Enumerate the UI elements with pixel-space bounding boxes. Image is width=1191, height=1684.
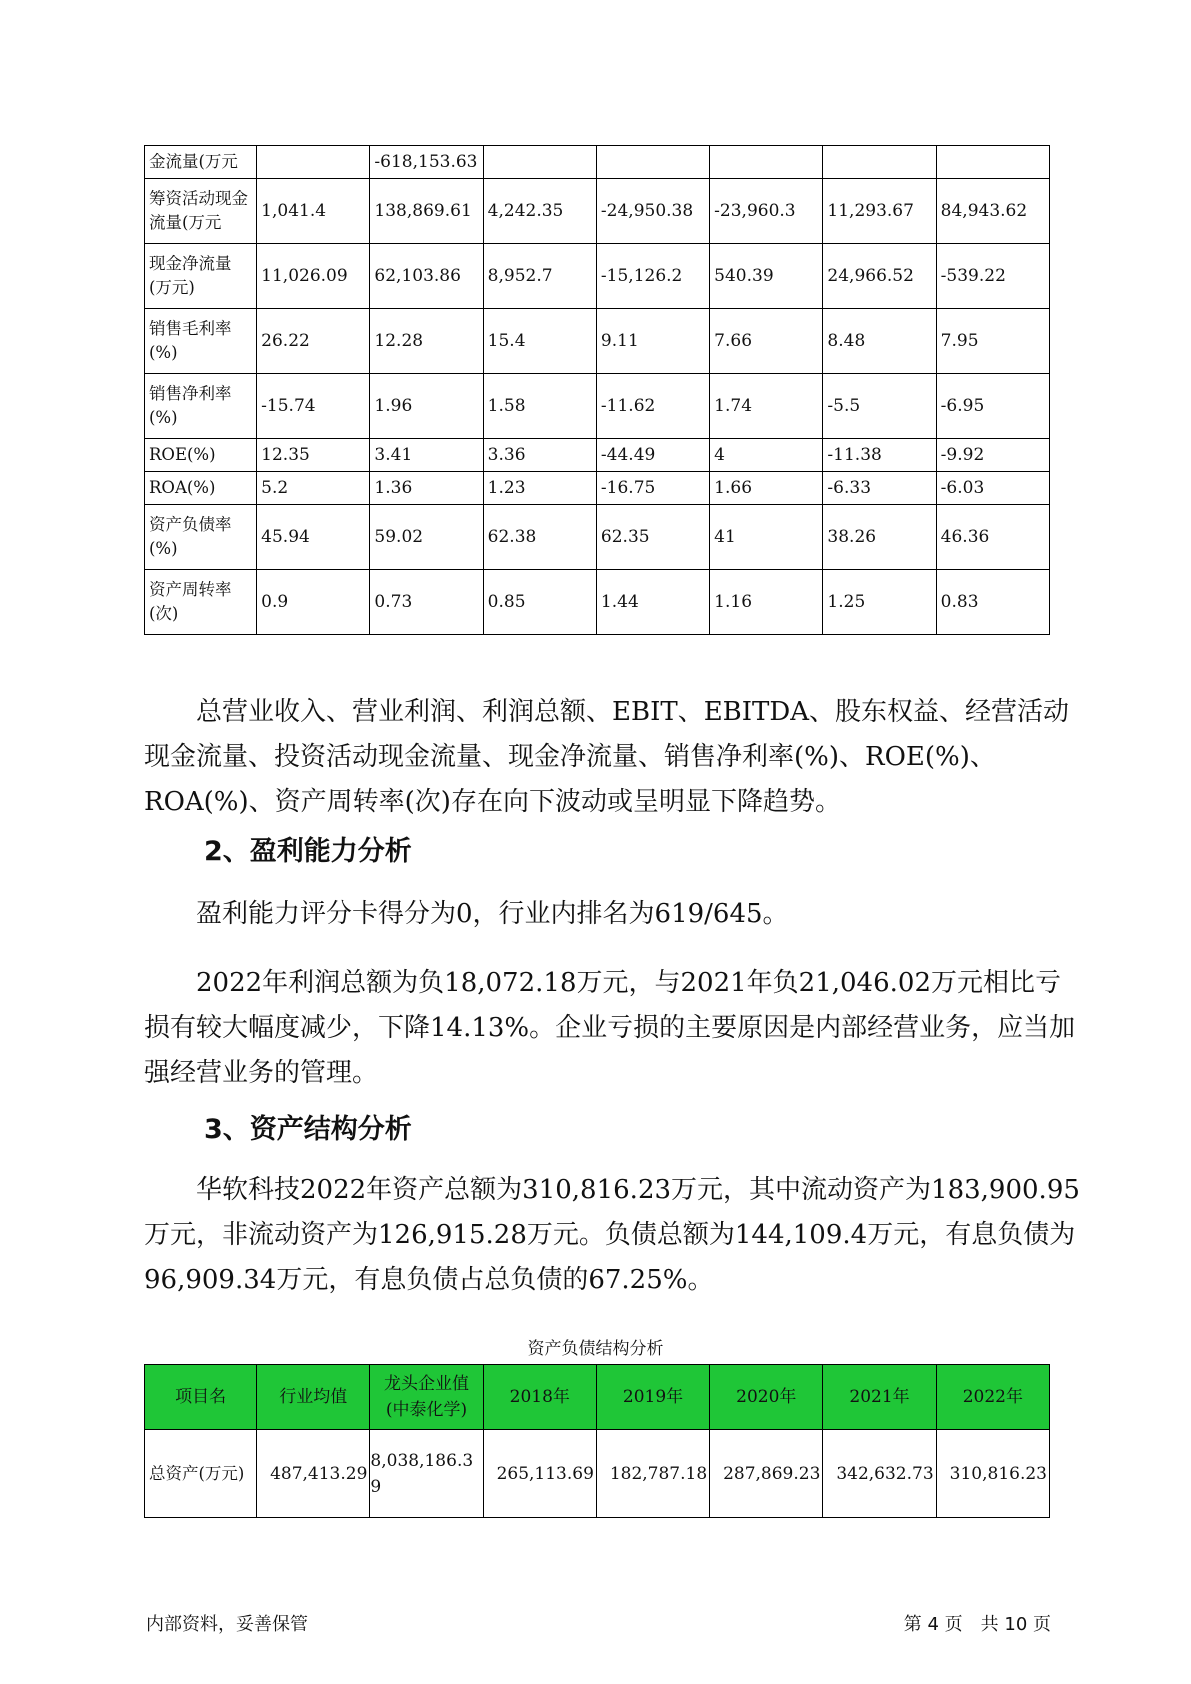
table-row: [145, 374, 1050, 439]
asset-structure-paragraph: 华软科技2022年资产总额为310,816.23万元，其中流动资产为183,900.95万元，非流动资产为126,915.28万元。负债总额为144,109.4万元，有息负债为96,909.34万元，有息负债占总负债的67.25%。: [144, 1175, 1080, 1295]
value-cell: [257, 146, 370, 179]
value-cell: 0.85: [483, 570, 596, 635]
value-cell: -23,960.3: [710, 179, 823, 244]
column-header: 项目名: [145, 1365, 257, 1430]
value-cell: -6.33: [823, 472, 936, 505]
value-cell: 540.39: [710, 244, 823, 309]
footer-confidential-note: 内部资料，妥善保管: [146, 1614, 308, 1635]
row-label-cell: 资产周转率(次): [145, 570, 257, 635]
column-header: 2020年: [710, 1365, 823, 1430]
value-cell: 182,787.18: [596, 1430, 709, 1518]
value-cell: 1.16: [710, 570, 823, 635]
value-cell: 7.95: [936, 309, 1049, 374]
value-cell: -11.62: [596, 374, 709, 439]
value-cell: -15,126.2: [596, 244, 709, 309]
table-row: [145, 439, 1050, 472]
value-cell: 1.96: [370, 374, 483, 439]
value-cell: 1.66: [710, 472, 823, 505]
value-cell: -6.95: [936, 374, 1049, 439]
value-cell: 62.35: [596, 505, 709, 570]
value-cell: 8,038,186.39: [370, 1430, 483, 1518]
value-cell: 84,943.62: [936, 179, 1049, 244]
profitability-score-paragraph: 盈利能力评分卡得分为0，行业内排名为619/645。: [196, 899, 789, 929]
column-header: 行业均值: [257, 1365, 370, 1430]
column-header: 2021年: [823, 1365, 936, 1430]
value-cell: 3.41: [370, 439, 483, 472]
value-cell: 287,869.23: [710, 1430, 823, 1518]
value-cell: 38.26: [823, 505, 936, 570]
profit-analysis-paragraph: 2022年利润总额为负18,072.18万元，与2021年负21,046.02万元相比亏损有较大幅度减少，下降14.13%。企业亏损的主要原因是内部经营业务，应当加强经营业务的管理。: [144, 968, 1076, 1088]
row-label-cell: 金流量(万元: [145, 146, 257, 179]
financial-indicators-table: [144, 145, 1050, 635]
column-header: 龙头企业值(中泰化学): [370, 1365, 483, 1430]
value-cell: 138,869.61: [370, 179, 483, 244]
section-2-heading: 2、盈利能力分析: [204, 836, 412, 867]
row-label-cell: 筹资活动现金流量(万元: [145, 179, 257, 244]
value-cell: 26.22: [257, 309, 370, 374]
value-cell: 1,041.4: [257, 179, 370, 244]
value-cell: -539.22: [936, 244, 1049, 309]
value-cell: 1.23: [483, 472, 596, 505]
row-label-cell: 现金净流量(万元): [145, 244, 257, 309]
value-cell: 12.28: [370, 309, 483, 374]
value-cell: -9.92: [936, 439, 1049, 472]
value-cell: [710, 146, 823, 179]
value-cell: 0.9: [257, 570, 370, 635]
row-label-cell: 销售毛利率(%): [145, 309, 257, 374]
value-cell: 3.36: [483, 439, 596, 472]
table-row: [145, 570, 1050, 635]
value-cell: 310,816.23: [936, 1430, 1049, 1518]
table-header-row: [145, 1365, 1050, 1430]
value-cell: [823, 146, 936, 179]
value-cell: 8,952.7: [483, 244, 596, 309]
value-cell: 265,113.69: [483, 1430, 596, 1518]
value-cell: 1.36: [370, 472, 483, 505]
value-cell: 9.11: [596, 309, 709, 374]
value-cell: 24,966.52: [823, 244, 936, 309]
asset-liability-structure-table: [144, 1364, 1050, 1518]
value-cell: 41: [710, 505, 823, 570]
value-cell: 15.4: [483, 309, 596, 374]
value-cell: 62,103.86: [370, 244, 483, 309]
table-row: [145, 179, 1050, 244]
table-row: [145, 505, 1050, 570]
value-cell: [483, 146, 596, 179]
value-cell: 5.2: [257, 472, 370, 505]
value-cell: -16.75: [596, 472, 709, 505]
value-cell: 1.44: [596, 570, 709, 635]
value-cell: 0.73: [370, 570, 483, 635]
section-3-heading: 3、资产结构分析: [204, 1114, 412, 1145]
table-row: [145, 244, 1050, 309]
value-cell: 59.02: [370, 505, 483, 570]
value-cell: 1.25: [823, 570, 936, 635]
value-cell: 1.74: [710, 374, 823, 439]
footer-page-number: 第 4 页 共 10 页: [903, 1614, 1051, 1635]
value-cell: 11,026.09: [257, 244, 370, 309]
table-row: [145, 309, 1050, 374]
value-cell: 4: [710, 439, 823, 472]
table-caption: 资产负债结构分析: [527, 1339, 664, 1359]
row-label-cell: ROA(%): [145, 472, 257, 505]
value-cell: 12.35: [257, 439, 370, 472]
value-cell: [936, 146, 1049, 179]
column-header: 2022年: [936, 1365, 1049, 1430]
value-cell: 46.36: [936, 505, 1049, 570]
value-cell: 4,242.35: [483, 179, 596, 244]
row-label-cell: 总资产(万元): [145, 1430, 257, 1518]
row-label-cell: ROE(%): [145, 439, 257, 472]
value-cell: -5.5: [823, 374, 936, 439]
value-cell: [596, 146, 709, 179]
row-label-cell: 资产负债率(%): [145, 505, 257, 570]
column-header: 2019年: [596, 1365, 709, 1430]
value-cell: -24,950.38: [596, 179, 709, 244]
value-cell: 11,293.67: [823, 179, 936, 244]
column-header: 2018年: [483, 1365, 596, 1430]
table-row: [145, 472, 1050, 505]
trend-summary-paragraph: 总营业收入、营业利润、利润总额、EBIT、EBITDA、股东权益、经营活动现金流量、投资活动现金流量、现金净流量、销售净利率(%)、ROE(%)、ROA(%)、资产周转率(次)存在向下波动或呈明显下降趋势。: [144, 697, 1070, 817]
value-cell: 487,413.29: [257, 1430, 370, 1518]
value-cell: 8.48: [823, 309, 936, 374]
value-cell: -11.38: [823, 439, 936, 472]
value-cell: 342,632.73: [823, 1430, 936, 1518]
table-row: [145, 1430, 1050, 1518]
value-cell: 0.83: [936, 570, 1049, 635]
value-cell: 7.66: [710, 309, 823, 374]
table-row: [145, 146, 1050, 179]
value-cell: 45.94: [257, 505, 370, 570]
value-cell: -618,153.63: [370, 146, 483, 179]
value-cell: -6.03: [936, 472, 1049, 505]
value-cell: 62.38: [483, 505, 596, 570]
value-cell: -44.49: [596, 439, 709, 472]
row-label-cell: 销售净利率(%): [145, 374, 257, 439]
value-cell: 1.58: [483, 374, 596, 439]
value-cell: -15.74: [257, 374, 370, 439]
